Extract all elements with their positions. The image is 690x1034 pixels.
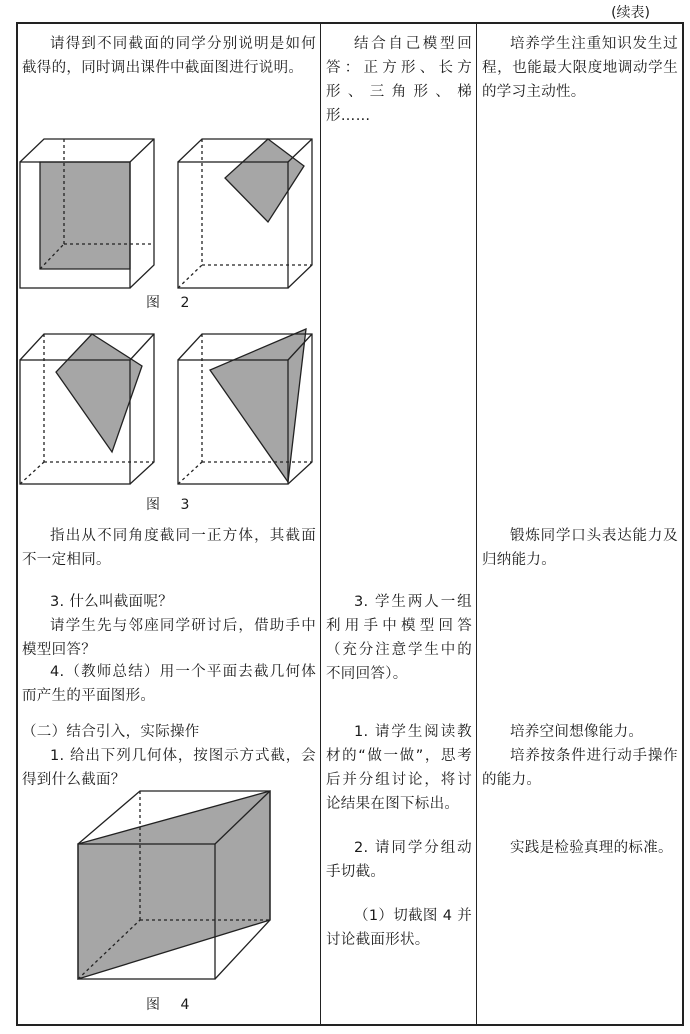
figure-4 (18, 786, 320, 986)
continued-label: (续表) (611, 5, 650, 21)
teacher-paragraph-4: 请学生先与邻座同学研讨后，借助手中模型回答？ (22, 618, 316, 658)
lesson-table (16, 22, 684, 1026)
intent-paragraph-1: 培养学生注重知识发生过程，也能最大限度地调动学生的学习主动性。 (482, 36, 678, 100)
figure-3 (18, 324, 320, 504)
student-paragraph-5: （1）切截图 4 并讨论截面形状。 (326, 908, 472, 948)
column-divider-1 (320, 24, 321, 1024)
intent-column (478, 24, 682, 1024)
figure-2-caption: 图 2 (146, 295, 198, 311)
student-paragraph-1: 结合自己模型回答：正方形、长方形、三角形、梯形…… (326, 36, 472, 124)
figure-2-cube-left (20, 139, 154, 288)
teacher-column (18, 24, 320, 1024)
student-paragraph-3: 1. 请学生阅读教材的“做一做”，思考后并分组讨论，将讨论结果在图下标出。 (326, 724, 472, 812)
teacher-paragraph-5: 4.（教师总结）用一个平面去截几何体而产生的平面图形。 (22, 664, 316, 704)
figure-4-caption: 图 4 (146, 997, 198, 1013)
student-paragraph-4: 2. 请同学分组动手切截。 (326, 840, 472, 880)
student-paragraph-2: 3. 学生两人一组利用手中模型回答（充分注意学生中的不同回答）。 (326, 594, 472, 682)
intent-paragraph-4: 培养按条件进行动手操作的能力。 (482, 748, 678, 788)
column-divider-2 (476, 24, 477, 1024)
teacher-paragraph-2: 指出从不同角度截同一正方体，其截面不一定相同。 (22, 528, 316, 568)
teacher-paragraph-1: 请得到不同截面的同学分别说明是如何截得的，同时调出课件中截面图进行说明。 (22, 36, 316, 76)
teacher-paragraph-6: 1. 给出下列几何体，按图示方式截，会得到什么截面？ (22, 748, 316, 788)
figure-2 (18, 124, 320, 314)
figure-2-cube-right (178, 139, 312, 288)
figure-3-cube-left (20, 334, 154, 484)
figure-3-cube-right (178, 329, 312, 484)
figure-3-caption: 图 3 (146, 497, 198, 513)
section-title: （二）结合引入，实际操作 (22, 724, 200, 740)
student-column (322, 24, 476, 1024)
intent-paragraph-3: 培养空间想像能力。 (510, 724, 644, 740)
intent-paragraph-2: 锻炼同学口头表达能力及归纳能力。 (482, 528, 678, 568)
intent-paragraph-5: 实践是检验真理的标准。 (510, 840, 673, 856)
teacher-paragraph-3: 3. 什么叫截面呢？ (50, 594, 173, 610)
